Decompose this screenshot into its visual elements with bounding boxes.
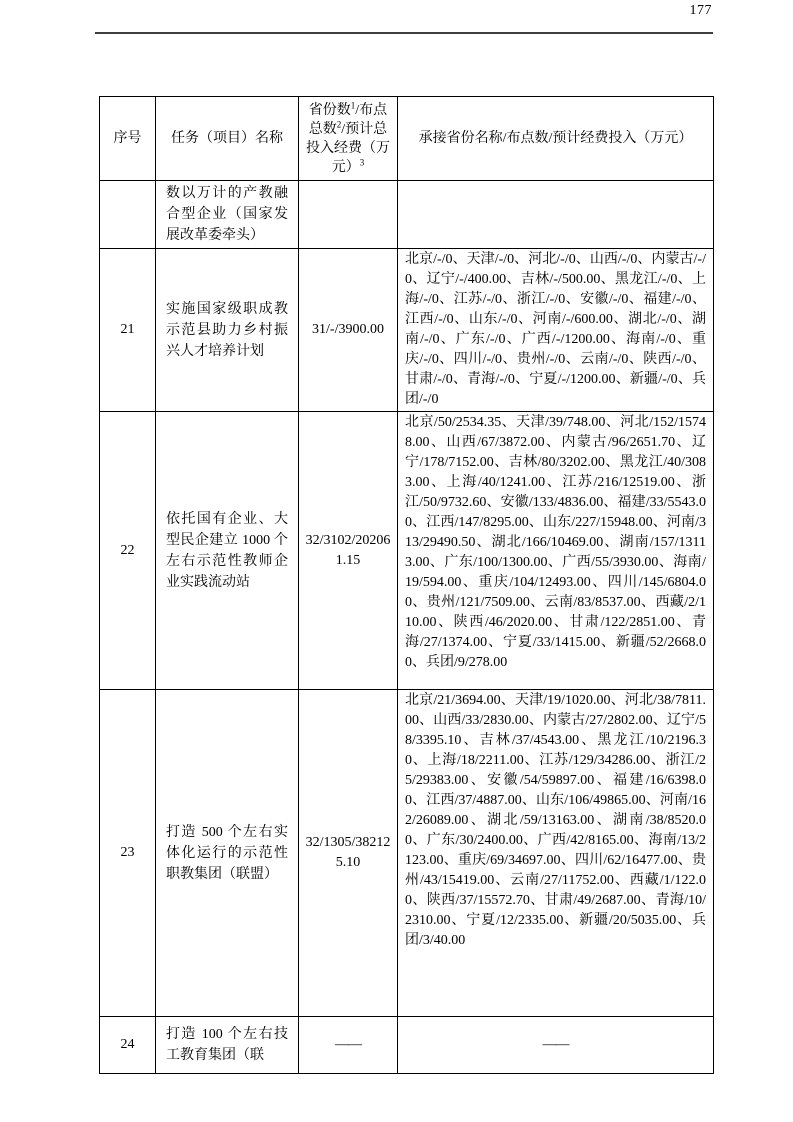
table-row-23 [100,690,714,1017]
header-summary-text-3: /预计总投入经费（万元） [306,121,390,175]
cell-summary-dash: —— [299,1017,398,1074]
cell-summary: 31/-/3900.00 [299,249,398,412]
header-summary [299,97,398,181]
cell-detail: 北京/50/2534.35、天津/39/748.00、河北/152/15748.00、山西/67/3872.00、内蒙古/96/2651.70、辽宁/178/7152.00、吉林/80/3202.00、黑龙江/40/3083.00、上海/40/1241.00、江苏/216/12519.00、浙江/50/9732.60、安徽/133/4836.00、福建/33/5543.00、江西/147/8295.00、山东/227/15948.00、河南/313/29490.50、湖北/166/10469.00、湖南/157/13113.00、广东/100/1300.00、广西/55/3930.00、海南/19/594.00、重庆/104/12493.00、四川/145/6804.00、贵州/121/7509.00、云南/83/8537.00、西藏/2/110.00、陕西/46/2020.00、甘肃/122/2851.00、青海/27/1374.00、宁夏/33/1415.00、新疆/52/2668.00、兵团/9/278.00 [398,412,714,690]
cell-summary: 32/3102/202061.15 [299,412,398,690]
cell-detail-dash: —— [398,1017,714,1074]
page-number: 177 [689,3,712,18]
header-task-name: 任务（项目）名称 [156,97,299,181]
cell-detail: 北京/-/0、天津/-/0、河北/-/0、山西/-/0、内蒙古/-/0、辽宁/-/400.00、吉林/-/500.00、黑龙江/-/0、上海/-/0、江苏/-/0、浙江/-/0、安徽/-/0、福建/-/0、江西/-/0、山东/-/0、河南/-/600.00、湖北/-/0、湖南/-/0、广东/-/0、广西/-/1200.00、海南/-/0、重庆/-/0、四川/-/0、贵州/-/0、云南/-/0、陕西/-/0、甘肃/-/0、青海/-/0、宁夏/-/1200.00、新疆/-/0、兵团/-/0 [398,249,714,412]
cell-task-name: 打造 500 个左右实体化运行的示范性职教集团（联盟） [156,690,299,1017]
cell-detail [398,181,714,249]
cell-summary [299,181,398,249]
cell-task-name: 打造 100 个左右技工教育集团（联 [156,1017,299,1074]
table-row-24 [100,1017,714,1074]
footnote-ref-3: 3 [359,156,365,167]
cell-task-name: 依托国有企业、大型民企建立 1000 个左右示范性教师企业实践流动站 [156,412,299,690]
table-row-22 [100,412,714,690]
footnote-ref-1: 1 [350,99,356,110]
table-row-21 [100,249,714,412]
cell-summary: 32/1305/382125.10 [299,690,398,1017]
cell-detail: 北京/21/3694.00、天津/19/1020.00、河北/38/7811.00、山西/33/2830.00、内蒙古/27/2802.00、辽宁/58/3395.10、吉林/37/4543.00、黑龙江/10/2196.30、上海/18/2211.00、江苏/129/34286.00、浙江/25/29383.00、安徽/54/59897.00、福建/16/6398.00、江西/37/4887.00、山东/106/49865.00、河南/162/26089.00、湖北/59/13163.00、湖南/38/8520.00、广东/30/2400.00、广西/42/8165.00、海南/13/2123.00、重庆/69/34697.00、四川/62/16477.00、贵州/43/15419.00、云南/27/11752.00、西藏/1/122.00、陕西/37/15572.70、甘肃/49/2687.00、青海/10/2310.00、宁夏/12/2335.00、新疆/20/5035.00、兵团/3/40.00 [398,690,714,1017]
header-detail: 承接省份名称/布点数/预计经费投入（万元） [398,97,714,181]
cell-seq: 22 [100,412,156,690]
header-seq: 序号 [100,97,156,181]
funding-allocation-table [99,96,714,1074]
cell-task-name: 数以万计的产教融合型企业（国家发展改革委牵头） [156,181,299,249]
footnote-ref-2: 2 [336,118,342,129]
cell-task-name: 实施国家级职成教示范县助力乡村振兴人才培养计划 [156,249,299,412]
cell-seq: 21 [100,249,156,412]
cell-seq [100,181,156,249]
table-header-row [100,97,714,181]
header-rule [95,32,713,34]
cell-seq: 23 [100,690,156,1017]
header-summary-text-2: /布点总数 [308,102,388,137]
table-row-continued [100,181,714,249]
cell-seq: 24 [100,1017,156,1074]
header-summary-text-1: 省份数 [308,102,351,118]
